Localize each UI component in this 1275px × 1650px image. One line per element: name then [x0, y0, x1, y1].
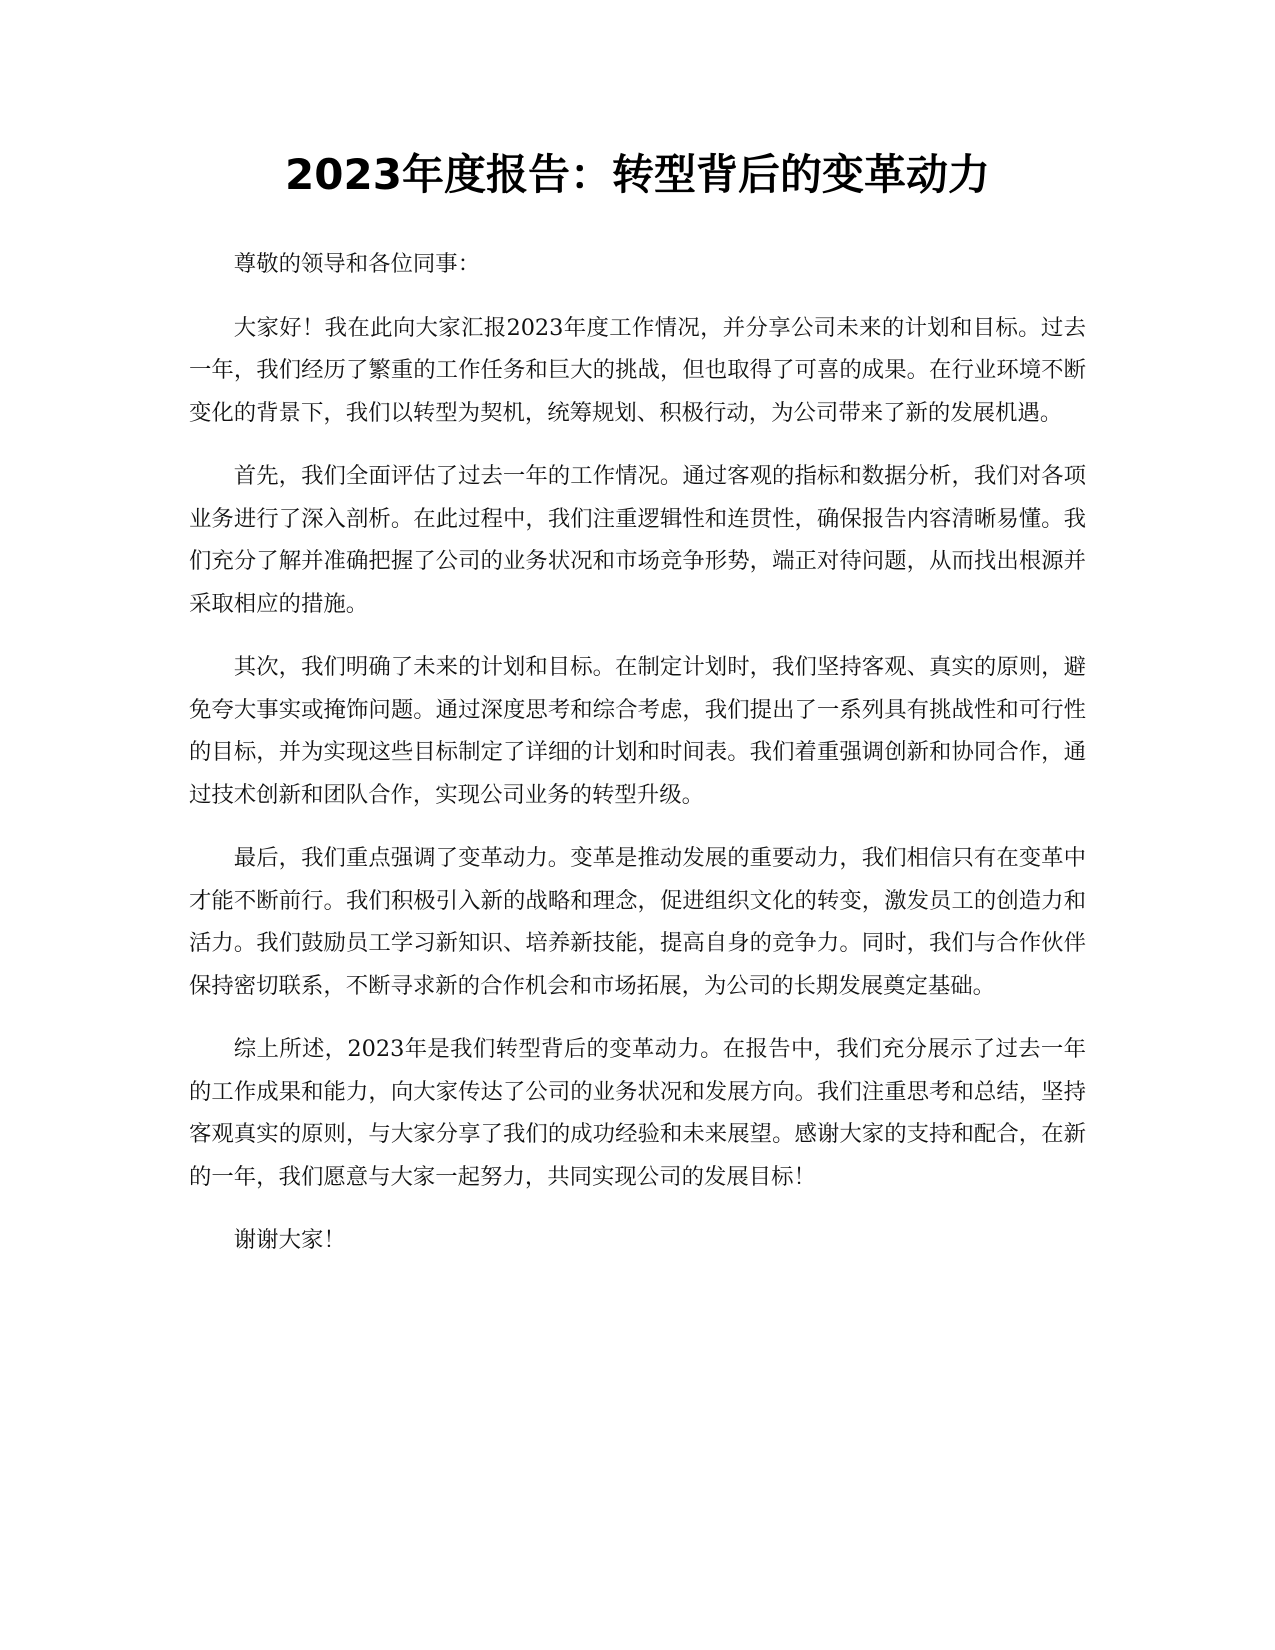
closing-paragraph: 谢谢大家！ [233, 1227, 346, 1253]
plans-paragraph: 其次，我们明确了未来的计划和目标。在制定计划时，我们坚持客观、真实的原则，避免夸大事实或掩饰问题。通过深度思考和综合考虑，我们提出了一系列具有挑战性和可行性的目标，并为实现这些目标制定了详细的计划和时间表。我们着重强调创新和协同合作，通过技术创新和团队合作，实现公司业务的转型升级。 [189, 654, 1086, 808]
intro-paragraph: 大家好！我在此向大家汇报2023年度工作情况，并分享公司未来的计划和目标。过去一年，我们经历了繁重的工作任务和巨大的挑战，但也取得了可喜的成果。在行业环境不断变化的背景下，我们以转型为契机，统筹规划、积极行动，为公司带来了新的发展机遇。 [189, 314, 1086, 426]
document-body [189, 243, 1086, 1283]
greeting-paragraph: 尊敬的领导和各位同事： [233, 251, 481, 277]
document-title: 2023年度报告：转型背后的变革动力 [285, 150, 990, 199]
summary-paragraph: 综上所述，2023年是我们转型背后的变革动力。在报告中，我们充分展示了过去一年的工作成果和能力，向大家传达了公司的业务状况和发展方向。我们注重思考和总结，坚持客观真实的原则，与大家分享了我们的成功经验和未来展望。感谢大家的支持和配合，在新的一年，我们愿意与大家一起努力，共同实现公司的发展目标！ [189, 1036, 1086, 1190]
evaluation-paragraph: 首先，我们全面评估了过去一年的工作情况。通过客观的指标和数据分析，我们对各项业务进行了深入剖析。在此过程中，我们注重逻辑性和连贯性，确保报告内容清晰易懂。我们充分了解并准确把握了公司的业务状况和市场竞争形势，端正对待问题，从而找出根源并采取相应的措施。 [189, 463, 1086, 617]
reform-paragraph: 最后，我们重点强调了变革动力。变革是推动发展的重要动力，我们相信只有在变革中才能不断前行。我们积极引入新的战略和理念，促进组织文化的转变，激发员工的创造力和活力。我们鼓励员工学习新知识、培养新技能，提高自身的竞争力。同时，我们与合作伙伴保持密切联系，不断寻求新的合作机会和市场拓展，为公司的长期发展奠定基础。 [189, 845, 1086, 999]
